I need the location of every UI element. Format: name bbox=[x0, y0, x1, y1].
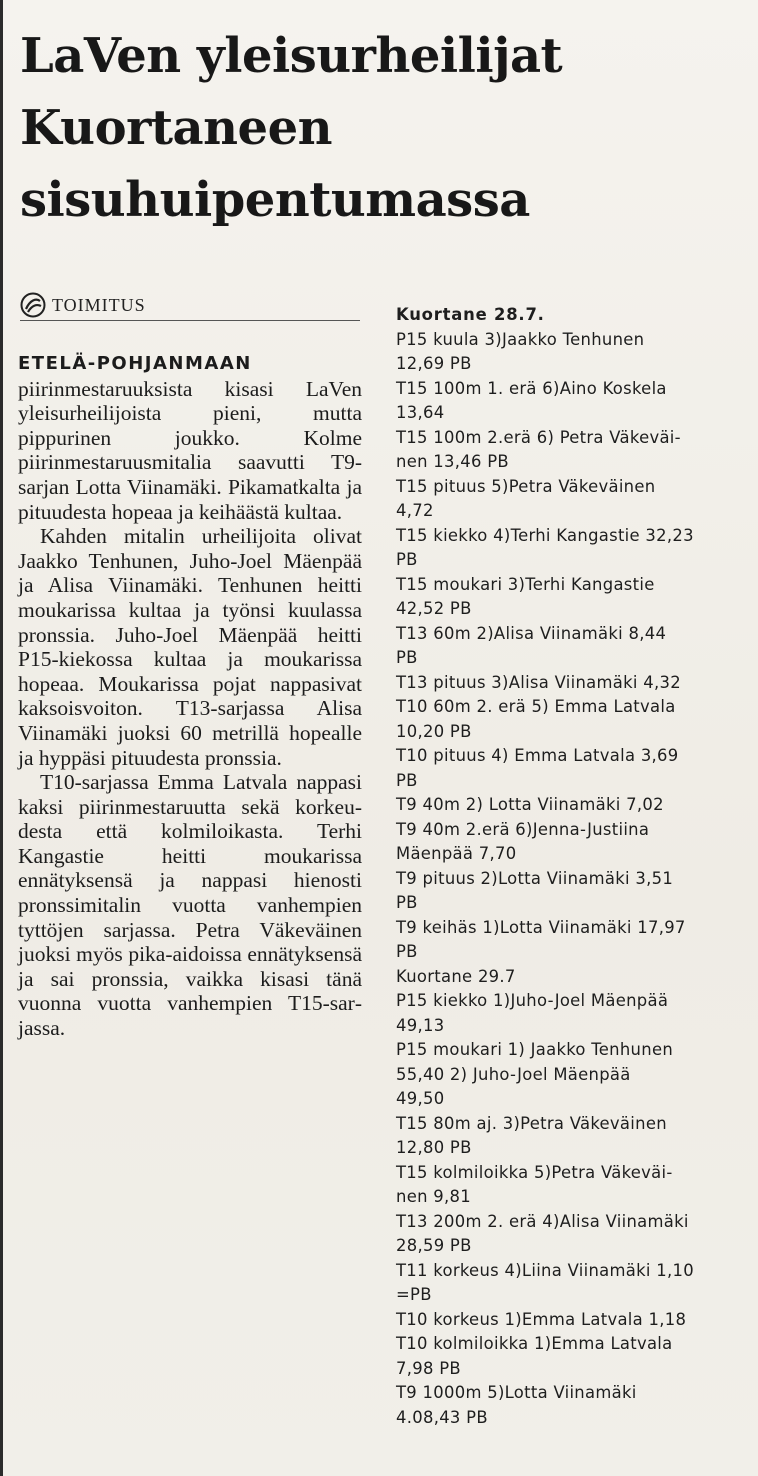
result-line: T10 korkeus 1)Emma Latvala 1,18 bbox=[396, 1309, 687, 1329]
result-line: 28,59 PB bbox=[396, 1236, 472, 1255]
result-line: 13,64 bbox=[396, 403, 445, 422]
result-line: =PB bbox=[396, 1285, 432, 1304]
result-line: PB bbox=[396, 770, 418, 790]
result-line: P15 kiekko 1)Juho-Joel Mäenpää bbox=[396, 991, 669, 1010]
paragraph-text: piirinmestaruuksista kisasi LaVen yleisurheilijoista pieni, mutta pippurinen joukko. Kolme piirinmestaruusmitalia saavutti T9-sarjan Lotta Viinamäki. Pikamatkalta ja pituudesta hopeaa ja keihäästä kultaa. bbox=[18, 376, 362, 524]
result-line: nen 9,81 bbox=[396, 1187, 471, 1206]
article-paragraph: T10-sarjassa Emma Latvala nappasi kaksi piirinmestaruutta sekä korkeudesta että kolmiloikasta. Terhi Kangastie heitti moukarissa ennätyksensä ja nappasi hienosti pronssimitalin vuotta vanhempien tyttöjen sarjassa. Petra Väkeväinen juoksi myös pika-aidoissa ennätyksensä ja sai pronssia, vaikka kisasi tänä vuonna vuotta vanhempien T15-sarjassa. bbox=[18, 770, 362, 1041]
result-line: 12,80 PB bbox=[396, 1138, 472, 1157]
result-line: PB bbox=[396, 550, 418, 569]
result-line: T13 200m 2. erä 4)Alisa Viinamäki bbox=[396, 1211, 689, 1231]
result-line: T9 40m 2.erä 6)Jenna-Justiina bbox=[396, 819, 650, 839]
result-line: T11 korkeus 4)Liina Viinamäki 1,10 bbox=[396, 1260, 694, 1280]
result-line: PB bbox=[396, 648, 418, 667]
result-line: 10,20 PB bbox=[396, 721, 472, 741]
headline bbox=[20, 20, 740, 236]
result-line: 4.08,43 PB bbox=[396, 1407, 488, 1427]
result-line: T9 1000m 5)Lotta Viinamäki bbox=[396, 1383, 637, 1402]
result-line: P15 kuula 3)Jaakko Tenhunen bbox=[396, 329, 645, 349]
results-title: Kuortane 28.7. bbox=[396, 305, 545, 324]
article-body bbox=[18, 350, 362, 1041]
article-paragraph bbox=[18, 350, 362, 524]
result-line: 4,72 bbox=[396, 501, 434, 520]
result-line: 55,40 2) Juho-Joel Mäenpää bbox=[396, 1064, 631, 1084]
result-line: T10 pituus 4) Emma Latvala 3,69 bbox=[396, 746, 679, 765]
result-line: T10 kolmiloikka 1)Emma Latvala bbox=[396, 1334, 673, 1353]
lead-word: ETELÄ-POHJANMAAN bbox=[18, 353, 252, 374]
result-line: T15 kolmiloikka 5)Petra Väkeväi- bbox=[396, 1162, 673, 1182]
result-line: T15 pituus 5)Petra Väkeväinen bbox=[396, 476, 656, 496]
result-line: nen 13,46 PB bbox=[396, 452, 509, 471]
result-line: T15 80m aj. 3)Petra Väkeväinen bbox=[396, 1113, 667, 1133]
page-edge bbox=[0, 0, 3, 1476]
result-line: T13 60m 2)Alisa Viinamäki 8,44 bbox=[396, 623, 667, 643]
result-line: T15 kiekko 4)Terhi Kangastie 32,23 bbox=[396, 525, 694, 545]
result-line: 49,50 bbox=[396, 1089, 445, 1108]
result-line: T15 100m 2.erä 6) Petra Väkeväi- bbox=[396, 427, 681, 447]
headline-line: Kuortaneen bbox=[20, 100, 333, 156]
results-list bbox=[396, 303, 742, 1430]
result-line: T13 pituus 3)Alisa Viinamäki 4,32 bbox=[396, 672, 681, 692]
result-line: Kuortane 29.7 bbox=[396, 966, 516, 986]
headline-line: sisuhuipentumassa bbox=[20, 172, 530, 228]
result-line: PB bbox=[396, 942, 418, 961]
result-line: T9 keihäs 1)Lotta Viinamäki 17,97 bbox=[396, 917, 686, 937]
article-paragraph: Kahden mitalin urheilijoita olivat Jaakko Tenhunen, Juho-Joel Mäenpää ja Alisa Viinamäki. Tenhunen heitti moukarissa kultaa ja työnsi kuulassa pronssia. Juho-Joel Mäenpää heitti P15-kiekossa kultaa ja moukarissa hopeaa. Moukarissa pojat nappasivat kaksoisvoiton. T13-sarjassa Alisa Viinamäki juoksi 60 metrillä hopealle ja hyppäsi pituudesta pronssia. bbox=[18, 524, 362, 770]
result-line: T15 moukari 3)Terhi Kangastie bbox=[396, 574, 655, 594]
headline-line: LaVen yleisurheilijat bbox=[20, 28, 563, 84]
result-line: 49,13 bbox=[396, 1015, 445, 1035]
result-line: T10 60m 2. erä 5) Emma Latvala bbox=[396, 697, 676, 716]
result-line: P15 moukari 1) Jaakko Tenhunen bbox=[396, 1040, 674, 1059]
result-line: 7,98 PB bbox=[396, 1358, 461, 1378]
result-line: Mäenpää 7,70 bbox=[396, 844, 517, 863]
result-line: T15 100m 1. erä 6)Aino Koskela bbox=[396, 378, 667, 398]
result-line: T9 40m 2) Lotta Viinamäki 7,02 bbox=[396, 795, 664, 814]
byline bbox=[20, 290, 360, 321]
result-line: 12,69 PB bbox=[396, 354, 472, 373]
result-line: T9 pituus 2)Lotta Viinamäki 3,51 bbox=[396, 868, 674, 888]
byline-author: TOIMITUS bbox=[52, 294, 146, 315]
result-line: PB bbox=[396, 893, 418, 912]
result-line: 42,52 PB bbox=[396, 599, 472, 618]
toimitus-logo-icon bbox=[20, 292, 46, 318]
results-lines bbox=[396, 328, 742, 1431]
